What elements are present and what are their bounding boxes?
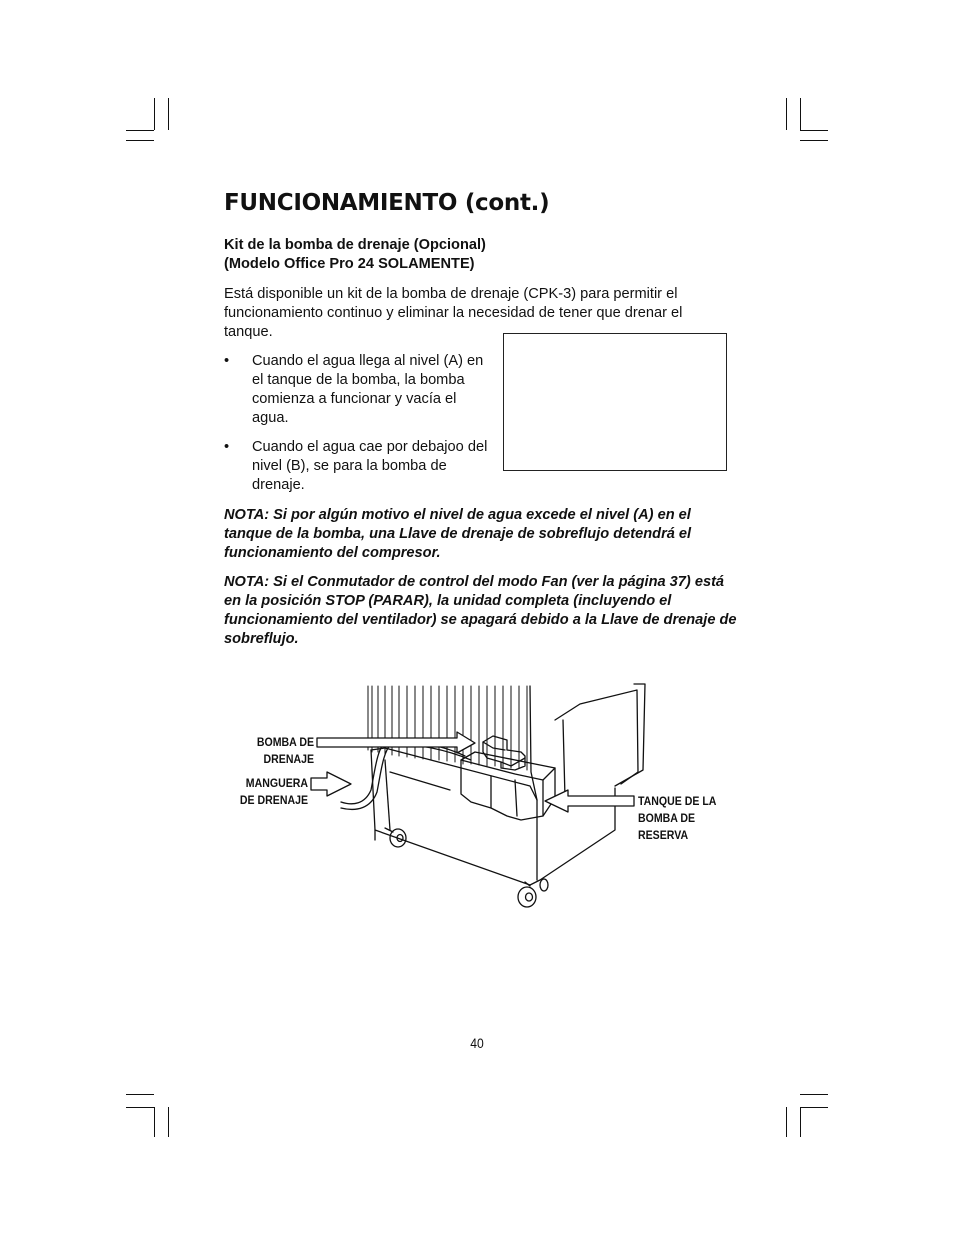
caster-wheel bbox=[518, 882, 536, 907]
empty-figure-box bbox=[503, 333, 727, 471]
label-line: BOMBA DE bbox=[638, 811, 696, 825]
section-subheading bbox=[224, 236, 734, 274]
list-item-text: Cuando el agua llega al nivel (A) en el tanque de la bomba, la bomba comienza a funcionar y vacía el agua. bbox=[252, 353, 484, 426]
crop-mark bbox=[126, 140, 154, 141]
crop-mark bbox=[126, 130, 154, 131]
figure-label-bomba bbox=[249, 734, 314, 768]
crop-mark bbox=[126, 1107, 154, 1108]
caster-wheel bbox=[540, 879, 548, 891]
crop-mark bbox=[800, 98, 801, 130]
bullet-symbol: • bbox=[224, 353, 230, 369]
page-number: 40 bbox=[470, 1036, 484, 1051]
page-title: FUNCIONAMIENTO (cont.) bbox=[224, 190, 550, 216]
crop-mark bbox=[126, 1094, 154, 1095]
list-item-text: Cuando el agua cae por debajoo del nivel (B), se para la bomba de drenaje. bbox=[252, 439, 488, 493]
label-line: BOMBA DE bbox=[256, 735, 314, 749]
label-line: DRENAJE bbox=[263, 752, 314, 766]
pointer-arrow bbox=[545, 790, 634, 812]
unit-base bbox=[371, 750, 615, 885]
crop-mark bbox=[786, 98, 787, 130]
crop-mark bbox=[168, 1107, 169, 1137]
bullet-symbol: • bbox=[224, 439, 230, 455]
intro-paragraph: Está disponible un kit de la bomba de drenaje (CPK-3) para permitir el funcionamiento continuo y eliminar la necesidad de tener que drenar el tanque. bbox=[224, 286, 683, 340]
label-line: RESERVA bbox=[638, 828, 689, 842]
label-line: DE DRENAJE bbox=[239, 793, 308, 807]
reserve-tank bbox=[461, 752, 555, 820]
unit-side-panel bbox=[530, 686, 537, 880]
subheading-line: Kit de la bomba de drenaje (Opcional) bbox=[224, 237, 486, 253]
drain-hose bbox=[341, 744, 391, 809]
crop-mark bbox=[154, 98, 155, 130]
crop-mark bbox=[800, 130, 828, 131]
note-paragraph: NOTA: Si el Conmutador de control del modo Fan (ver la página 37) está en la posición STOP (PARAR), la unidad completa (incluyendo el funcionamiento del ventilador) se apagará debido a la Llave de drenaje de sobreflujo. bbox=[224, 574, 737, 647]
crop-mark bbox=[154, 1107, 155, 1137]
crop-mark bbox=[800, 140, 828, 141]
figure-label-tanque bbox=[638, 793, 726, 844]
subheading-line: (Modelo Office Pro 24 SOLAMENTE) bbox=[224, 256, 475, 272]
crop-mark bbox=[786, 1107, 787, 1137]
figure-label-manguera bbox=[232, 775, 308, 809]
crop-mark bbox=[800, 1107, 801, 1137]
note-paragraph: NOTA: Si por algún motivo el nivel de agua excede el nivel (A) en el tanque de la bomba, una Llave de drenaje de sobreflujo detendrá el funcionamiento del compresor. bbox=[224, 507, 692, 561]
crop-mark bbox=[168, 98, 169, 130]
label-line: MANGUERA bbox=[245, 776, 308, 790]
label-line: TANQUE DE LA bbox=[638, 794, 717, 808]
crop-mark bbox=[800, 1107, 828, 1108]
pointer-arrow bbox=[311, 772, 351, 796]
crop-mark bbox=[800, 1094, 828, 1095]
